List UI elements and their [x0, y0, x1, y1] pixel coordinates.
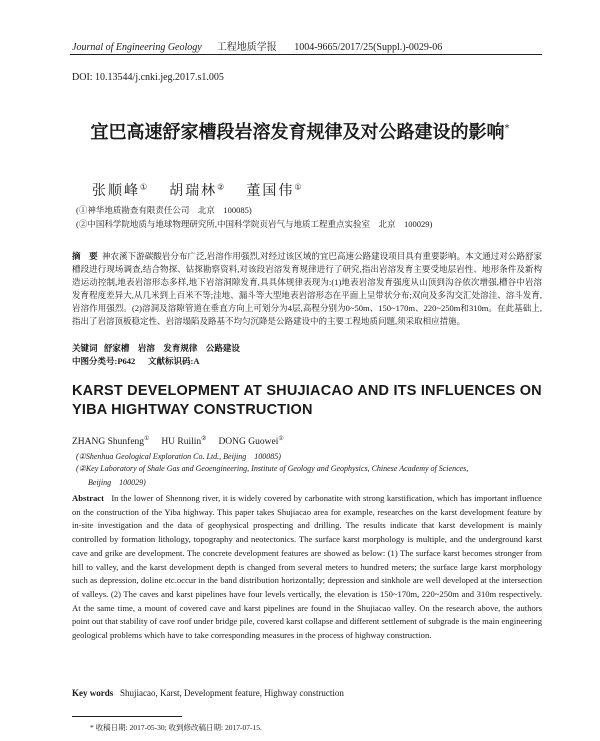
affiliation-en-1: (①Shenhua Geological Exploration Co. Ltd., Beijing 100085) [76, 452, 281, 461]
author-mark: ① [294, 182, 302, 192]
author-mark: ① [278, 436, 284, 442]
running-header [72, 38, 542, 53]
header-rule [70, 54, 542, 55]
journal-code: 1004-9665/2017/25(Suppl.)-0029-06 [294, 42, 443, 53]
abstract-en-text: In the lower of Shennong river, it is widely covered by carbonatite with strong karstification, which has important influence on the construction of the Yiba highway. This paper takes Shujiacao area for example, researches on the karst development feature by in-site investigation and the data of geophysical prospecting and drilling. The results indicate that karst development is mainly controlled by formation lithology, topography and neotectonics. The surface karst morphology is multiple, and the underground karst cave and grike are development. The concrete development features are showed as below: (1) The surface karst becomes stronger from hill to valley, and the karst development depth is changed from several meters to hundred meters; the surface large karst morphology such as depression, doline etc.occur in the band distribution horizontally; depression and sinkhole are well developed at the intersection of valleys. (2) The caves and karst pipelines have four levels vertically, the elevation is 150~170m, 220~250m and 310m respectively. At the same time, a mount of covered cave and karst pipelines are found in the Shujiacao valley. On the research above, the authors point out that stability of cave roof under bridge pile, covered karst collapse and different settlement of subgrade is the main engineering geological problems which have to take corresponding measures in the process of highway construction. [72, 493, 542, 641]
affiliation-cn-2: (②中国科学院地质与地球物理研究所,中国科学院页岩气与地质工程重点实验室 北京 100029) [76, 219, 433, 229]
abstract-cn [72, 250, 542, 328]
authors-cn [92, 180, 302, 200]
abstract-en-label: Abstract [72, 493, 104, 503]
clc-value: P642 [117, 356, 136, 366]
abstract-en [72, 492, 542, 643]
author-mark: ② [201, 436, 207, 442]
author-mark: ② [217, 182, 225, 192]
abstract-cn-text: 神农溪下游碳酸岩分布广泛,岩溶作用强烈,对经过该区域的宜巴高速公路建设项目具有重要影响。本文通过对公路舒家槽段进行现场调查,结合物探、钻探勘察资料,对该段岩溶发育规律进行了研究,指出岩溶发育主要受地层岩性、地形条件及新构造运动控制,地表岩溶形态多样,地下岩溶洞隙发育,具具体规律表现为:(1)地表岩溶发育强度从山顶到沟谷依次增强,槽谷中岩溶发育程度差异大,从几米到上百米不等;洼地、漏斗等大型地表岩溶形态在平面上呈带状分布;双向及多沟交汇处溶洼、溶斗发育,岩溶作用强烈。(2)溶洞及溶隙管道在垂直方向上可划分为4层,高程分别为0~50m、150~170m、220~250m和310m。在此基础上,指出了岩溶顶板稳定性、岩溶塌陷及路基不均匀沉降是公路建设中的主要工程地质问题,须采取相应措施。 [72, 251, 542, 326]
affiliation-en-3: Beijing 100029) [88, 478, 146, 487]
journal-name: Journal of Engineering Geology [72, 42, 202, 53]
keywords-cn-label: 关键词 [72, 343, 98, 353]
author-en: HU Ruilin [161, 437, 202, 448]
title-cn [0, 118, 600, 144]
doc-code-label: 文献标识码: [148, 356, 194, 366]
keywords-cn [72, 342, 240, 354]
journal-name-cn: 工程地质学报 [216, 42, 277, 53]
footnote-rule [72, 716, 182, 717]
clc-label: 中图分类号: [72, 356, 118, 366]
abstract-cn-label: 摘 要 [72, 251, 98, 261]
doi: DOI: 10.13544/j.cnki.jeg.2017.s1.005 [72, 72, 224, 83]
authors-en [72, 435, 284, 447]
author-cn: 胡瑞林 [169, 184, 218, 199]
title-cn-text: 宜巴高速舒家槽段岩溶发育规律及对公路建设的影响 [90, 122, 505, 143]
author-mark: ① [140, 182, 148, 192]
keywords-cn-text: 舒家槽 岩溶 发育规律 公路建设 [103, 343, 240, 353]
title-footnote-mark: * [504, 123, 510, 134]
author-en: ZHANG Shunfeng [72, 437, 145, 448]
doc-code-value: A [193, 356, 200, 366]
author-mark: ① [144, 436, 150, 442]
footnote: * 收稿日期: 2017-05-30; 收到修改稿日期: 2017-07-15. [90, 723, 262, 732]
classification-cn [72, 355, 200, 367]
keywords-en-label: Key words [72, 688, 114, 698]
affiliation-en-2: (②Key Laboratory of Shale Gas and Geoengineering, Institute of Geology and Geophysics, Chinese Academy of Sciences, [76, 464, 469, 473]
affiliation-cn-1: (①神华地质勘查有限责任公司 北京 100085) [76, 205, 252, 215]
author-en: DONG Guowei [218, 437, 279, 448]
keywords-en-text: Shujiacao, Karst, Development feature, Highway construction [120, 688, 344, 698]
title-en: KARST DEVELOPMENT AT SHUJIACAO AND ITS INFLUENCES ON YIBA HIGHTWAY CONSTRUCTION [72, 383, 542, 418]
keywords-en [72, 688, 344, 698]
author-cn: 董国伟 [246, 184, 295, 199]
author-cn: 张顺峰 [92, 184, 140, 199]
